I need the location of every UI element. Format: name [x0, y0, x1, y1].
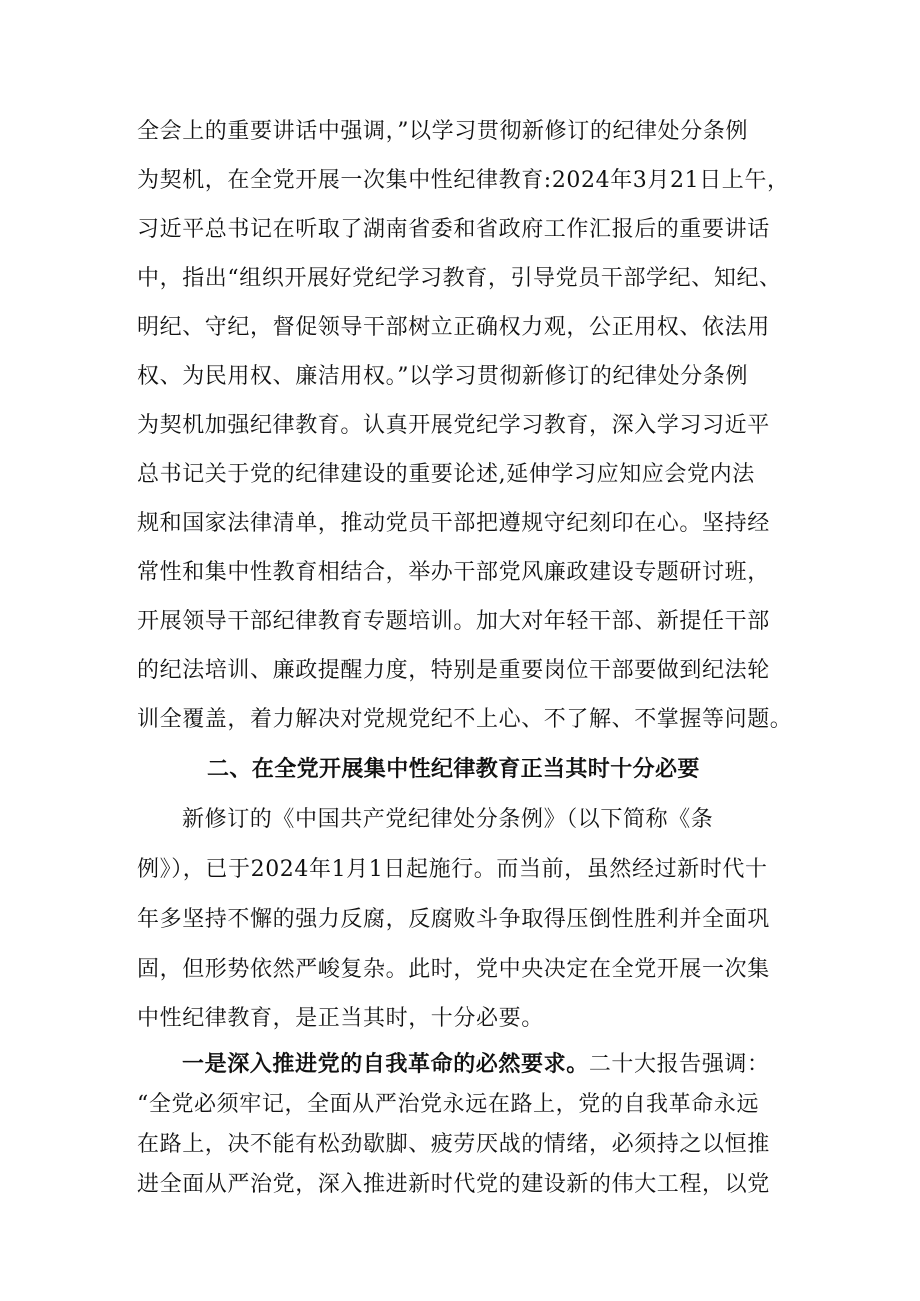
para1-line-10: 常性和集中性教育相结合，举办干部党风廉政建设专题研讨班，	[137, 560, 770, 585]
para3-line-4: 进全面从严治党，深入推进新时代党的建设新的伟大工程，以党	[137, 1172, 770, 1197]
para3-first-rest: 二十大报告强调：	[588, 1052, 770, 1077]
para1-line-4: 中，指出“组织开展好党纪学习教育，引导党员干部学纪、知纪、	[137, 266, 782, 291]
para1-line-11: 开展领导干部纪律教育专题培训。加大对年轻干部、新提任干部	[137, 609, 770, 634]
para1-line-7: 为契机加强纪律教育。认真开展党纪学习教育，深入学习习近平	[137, 413, 770, 438]
para1-line-12: 的纪法培训、廉政提醒力度，特别是重要岗位干部要做到纪法轮	[137, 658, 770, 683]
para1-line-5: 明纪、守纪，督促领导干部树立正确权力观，公正用权、依法用	[137, 315, 770, 340]
para3-line-2: “全党必须牢记，全面从严治党永远在路上，党的自我革命永远	[137, 1092, 760, 1117]
para2-line-2: 例》），已于2024年1月1日起施行。而当前，虽然经过新时代十	[137, 857, 768, 882]
para1-line-9: 规和国家法律清单，推动党员干部把遵规守纪刻印在心。坚持经	[137, 511, 770, 536]
section-heading: 二、在全党开展集中性纪律教育正当其时十分必要	[207, 757, 700, 782]
para1-line-3: 习近平总书记在听取了湖南省委和省政府工作汇报后的重要讲话	[137, 217, 770, 242]
para1-line-1: 全会上的重要讲话中强调，”以学习贯彻新修订的纪律处分条例	[137, 119, 749, 144]
para2-line-3: 年多坚持不懈的强力反腐，反腐败斗争取得压倒性胜利并全面巩	[137, 907, 770, 932]
para2-line-4: 固，但形势依然严峻复杂。此时，党中央决定在全党开展一次集	[137, 957, 770, 982]
para3-line-3: 在路上，决不能有松劲歇脚、疲劳厌战的情绪，必须持之以恒推	[137, 1132, 770, 1157]
para1-line-8: 总书记关于党的纪律建设的重要论述,延伸学习应知应会党内法	[137, 462, 755, 487]
para2-line-5: 中性纪律教育，是正当其时，十分必要。	[137, 1006, 544, 1031]
para3-line-1	[182, 1050, 770, 1080]
para1-line-13: 训全覆盖，着力解决对党规党纪不上心、不了解、不掌握等问题。	[137, 707, 793, 732]
para1-line-6: 权、为民用权、廉洁用权。”以学习贯彻新修订的纪律处分条例	[137, 364, 749, 389]
para1-line-2: 为契机，在全党开展一次集中性纪律教育:2024年3月21日上午，	[137, 168, 790, 193]
para2-line-1: 新修订的《中国共产党纪律处分条例》（以下简称《条	[182, 807, 714, 832]
para3-bold-lead: 一是深入推进党的自我革命的必然要求。	[182, 1052, 589, 1077]
